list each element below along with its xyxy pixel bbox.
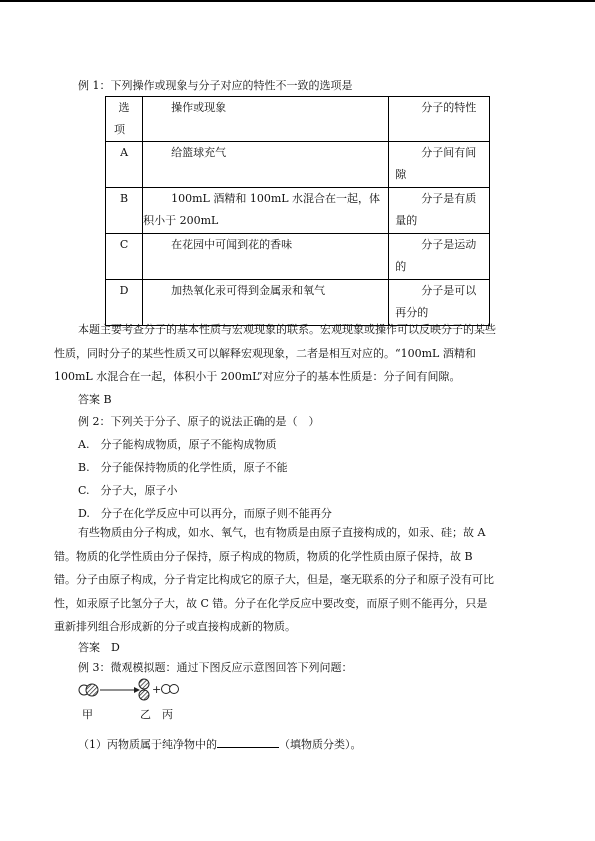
row-operation: 在花园中可闻到花的香味	[143, 234, 389, 280]
plus-sign: +	[152, 683, 162, 696]
table-header-row	[106, 97, 490, 142]
option-a: A. 分子能构成物质，原子不能构成物质	[78, 438, 277, 451]
header-option-line1: 选	[118, 101, 130, 114]
answer-blank[interactable]	[217, 735, 279, 748]
reaction-diagram-svg	[78, 676, 208, 726]
molecule-yi	[139, 679, 149, 700]
example2-answer: 答案 D	[78, 641, 120, 654]
row-property	[389, 234, 490, 280]
header-option	[106, 97, 143, 142]
row-property-line1: 分子间有间	[421, 146, 477, 159]
row-property-line1: 分子是有质	[421, 192, 477, 205]
row-operation: 加热氧化汞可得到金属汞和氧气	[143, 280, 389, 326]
row-property-line2: 的	[395, 260, 407, 273]
example1-table	[105, 96, 490, 326]
label-yi: 乙	[140, 708, 151, 721]
table-row	[106, 234, 490, 280]
row-property-line2: 量的	[395, 214, 418, 227]
row-operation: 给篮球充气	[143, 142, 389, 188]
row-property-line1: 分子是可以	[421, 284, 477, 297]
example2-explanation: 有些物质由分子构成，如水、氧气，也有物质是由原子直接构成的，如汞、硅；故 A 错。物质的化学性质由分子保持，原子构成的物质，物质的化学性质由原子保持，故 B 错。分子由原子构成，分子肯定比构成它的原子大，但是，毫无联系的分子和原子没有可比性，如汞原子比氢分子大，故 C 错。分子在化学反应中要改变，而原子则不能再分，只是重新排列组合形成新的分子或直接构成新的物质。	[54, 526, 494, 633]
row-option: B	[106, 188, 143, 234]
atom-hatched	[86, 684, 98, 696]
option-b: B. 分子能保持物质的化学性质，原子不能	[78, 461, 288, 474]
example1-answer: 答案 B	[78, 393, 112, 406]
row-operation-line2: 积小于 200mL	[143, 214, 219, 227]
header-option-line2: 项	[114, 123, 125, 136]
example2-title: 例 2：下列关于分子、原子的说法正确的是（ ）	[78, 415, 320, 428]
example1-title: 例 1：下列操作或现象与分子对应的特性不一致的选项是	[78, 79, 353, 92]
row-operation	[143, 188, 389, 234]
header-property-label: 分子的特性	[421, 101, 477, 114]
row-operation-line1: 100mL 酒精和 100mL 水混合在一起，体	[171, 192, 381, 205]
atom-hatched	[139, 690, 149, 700]
option-d: D. 分子在化学反应中可以再分，而原子则不能再分	[78, 507, 332, 520]
question1-suffix: （填物质分类）。	[279, 738, 362, 751]
row-property-line2: 隙	[395, 168, 407, 181]
atom-hatched	[139, 679, 149, 689]
row-property-line1: 分子是运动	[421, 238, 477, 251]
question1-prefix: （1）丙物质属于纯净物中的	[78, 738, 217, 751]
row-option: C	[106, 234, 143, 280]
example3-title: 例 3：微观模拟题：通过下图反应示意图回答下列问题：	[78, 661, 353, 674]
header-operation: 操作或现象	[143, 97, 389, 142]
row-property	[389, 188, 490, 234]
example1-explanation: 本题主要考查分子的基本性质与宏观现象的联系。宏观现象或操作可以反映分子的某些性质，同时分子的某些性质又可以解释宏观现象，二者是相互对应的。“100mL 酒精和 100mL 水混合在一起，体积小于 200mL”对应分子的基本性质是：分子间有间隙。	[54, 323, 496, 383]
row-property-line2: 再分的	[395, 306, 429, 319]
reaction-diagram	[78, 676, 208, 726]
table-row	[106, 142, 490, 188]
header-property	[389, 97, 490, 142]
option-c: C. 分子大，原子小	[78, 484, 178, 497]
row-property	[389, 142, 490, 188]
arrow-head	[134, 687, 140, 693]
page-top-rule	[0, 0, 595, 2]
atom-white	[170, 685, 179, 694]
table-row	[106, 188, 490, 234]
molecule-jia	[79, 684, 98, 696]
example3-question1	[78, 733, 518, 757]
label-jia: 甲	[82, 708, 93, 721]
molecule-bing	[162, 685, 179, 694]
row-option: D	[106, 280, 143, 326]
label-bing: 丙	[162, 708, 173, 721]
row-option: A	[106, 142, 143, 188]
